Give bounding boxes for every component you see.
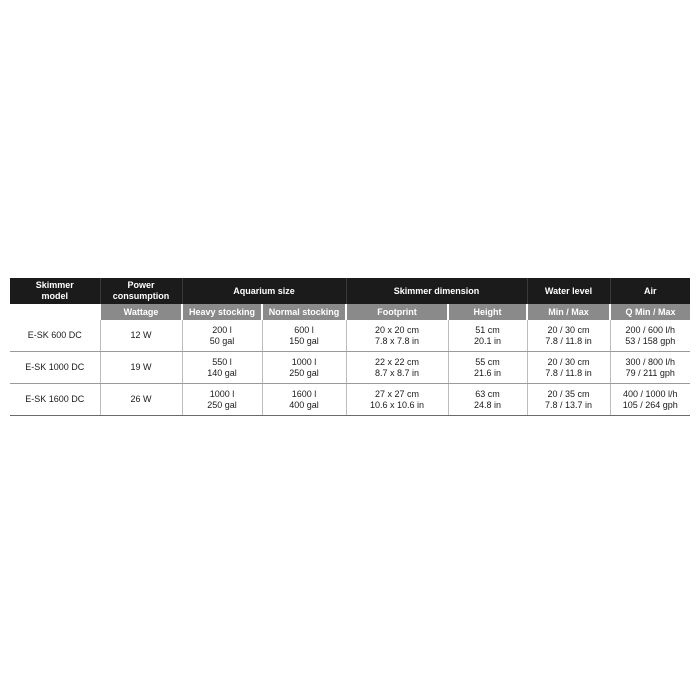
cell-footprint xyxy=(346,320,448,352)
table-row xyxy=(10,320,690,352)
subheader-normal-stocking: Normal stocking xyxy=(262,304,346,320)
header-power-l2: consumption xyxy=(112,291,170,301)
cell-height xyxy=(448,320,527,352)
subheader-blank xyxy=(10,304,100,320)
cell-height xyxy=(448,384,527,416)
header-power-l1: Power xyxy=(127,280,155,290)
cell-water-in: 7.8 / 11.8 in xyxy=(545,335,592,346)
cell-heavy-stocking xyxy=(182,352,262,384)
cell-air xyxy=(610,384,690,416)
table-row xyxy=(10,352,690,384)
header-skimmer-dimension: Skimmer dimension xyxy=(346,278,527,304)
subheader-row xyxy=(10,304,690,320)
header-skimmer-model-l2: model xyxy=(41,291,68,301)
cell-heavy-gallons: 140 gal xyxy=(207,367,237,378)
cell-water-level xyxy=(527,352,610,384)
cell-normal-liters: 1000 l xyxy=(291,356,317,367)
cell-heavy-stocking xyxy=(182,320,262,352)
cell-model: E-SK 600 DC xyxy=(10,320,100,352)
header-aquarium-size: Aquarium size xyxy=(182,278,346,304)
cell-height-cm: 63 cm xyxy=(475,388,500,399)
cell-normal-stocking xyxy=(262,384,346,416)
cell-footprint-cm: 27 x 27 cm xyxy=(375,388,420,399)
cell-heavy-gallons: 50 gal xyxy=(209,335,235,346)
cell-height-cm: 55 cm xyxy=(475,356,500,367)
cell-height-in: 21.6 in xyxy=(474,367,502,378)
subheader-q-min-max: Q Min / Max xyxy=(610,304,690,320)
cell-water-in: 7.8 / 13.7 in xyxy=(544,399,593,410)
skimmer-spec-table xyxy=(10,278,690,416)
cell-footprint-in: 10.6 x 10.6 in xyxy=(369,399,425,410)
cell-water-cm: 20 / 35 cm xyxy=(547,388,590,399)
header-air: Air xyxy=(610,278,690,304)
header-skimmer-model xyxy=(10,278,100,304)
subheader-min-max: Min / Max xyxy=(527,304,610,320)
cell-heavy-stocking xyxy=(182,384,262,416)
cell-air-lh: 300 / 800 l/h xyxy=(625,356,676,367)
cell-footprint xyxy=(346,352,448,384)
subheader-footprint: Footprint xyxy=(346,304,448,320)
cell-wattage: 19 W xyxy=(100,352,182,384)
cell-air-gph: 105 / 264 gph xyxy=(622,399,678,410)
subheader-wattage: Wattage xyxy=(100,304,182,320)
cell-footprint-in: 7.8 x 7.8 in xyxy=(375,335,420,346)
cell-air-lh: 200 / 600 l/h xyxy=(625,324,676,335)
subheader-height: Height xyxy=(448,304,527,320)
cell-height-in: 24.8 in xyxy=(474,399,502,410)
cell-normal-gallons: 400 gal xyxy=(289,399,319,410)
cell-model: E-SK 1000 DC xyxy=(10,352,100,384)
cell-heavy-liters: 550 l xyxy=(212,356,232,367)
cell-air xyxy=(610,352,690,384)
cell-water-level xyxy=(527,320,610,352)
cell-air-lh: 400 / 1000 l/h xyxy=(622,388,678,399)
cell-water-in: 7.8 / 11.8 in xyxy=(545,367,592,378)
cell-water-cm: 20 / 30 cm xyxy=(547,356,590,367)
cell-heavy-gallons: 250 gal xyxy=(207,399,237,410)
cell-heavy-liters: 1000 l xyxy=(209,388,235,399)
cell-air-gph: 53 / 158 gph xyxy=(625,335,676,346)
cell-normal-stocking xyxy=(262,320,346,352)
cell-air xyxy=(610,320,690,352)
cell-wattage: 26 W xyxy=(100,384,182,416)
cell-normal-gallons: 150 gal xyxy=(289,335,319,346)
cell-height xyxy=(448,352,527,384)
cell-normal-stocking xyxy=(262,352,346,384)
subheader-heavy-stocking: Heavy stocking xyxy=(182,304,262,320)
cell-wattage: 12 W xyxy=(100,320,182,352)
cell-normal-gallons: 250 gal xyxy=(289,367,319,378)
cell-normal-liters: 600 l xyxy=(294,324,314,335)
cell-footprint-cm: 22 x 22 cm xyxy=(375,356,420,367)
cell-height-in: 20.1 in xyxy=(474,335,502,346)
cell-heavy-liters: 200 l xyxy=(212,324,232,335)
cell-footprint-cm: 20 x 20 cm xyxy=(375,324,420,335)
cell-height-cm: 51 cm xyxy=(475,324,500,335)
cell-normal-liters: 1600 l xyxy=(291,388,317,399)
cell-water-level xyxy=(527,384,610,416)
cell-model: E-SK 1600 DC xyxy=(10,384,100,416)
cell-footprint xyxy=(346,384,448,416)
cell-air-gph: 79 / 211 gph xyxy=(625,367,675,378)
header-power-consumption xyxy=(100,278,182,304)
header-water-level: Water level xyxy=(527,278,610,304)
header-skimmer-model-l1: Skimmer xyxy=(35,280,74,290)
cell-footprint-in: 8.7 x 8.7 in xyxy=(375,367,420,378)
cell-water-cm: 20 / 30 cm xyxy=(547,324,590,335)
header-row xyxy=(10,278,690,304)
table-row xyxy=(10,384,690,416)
